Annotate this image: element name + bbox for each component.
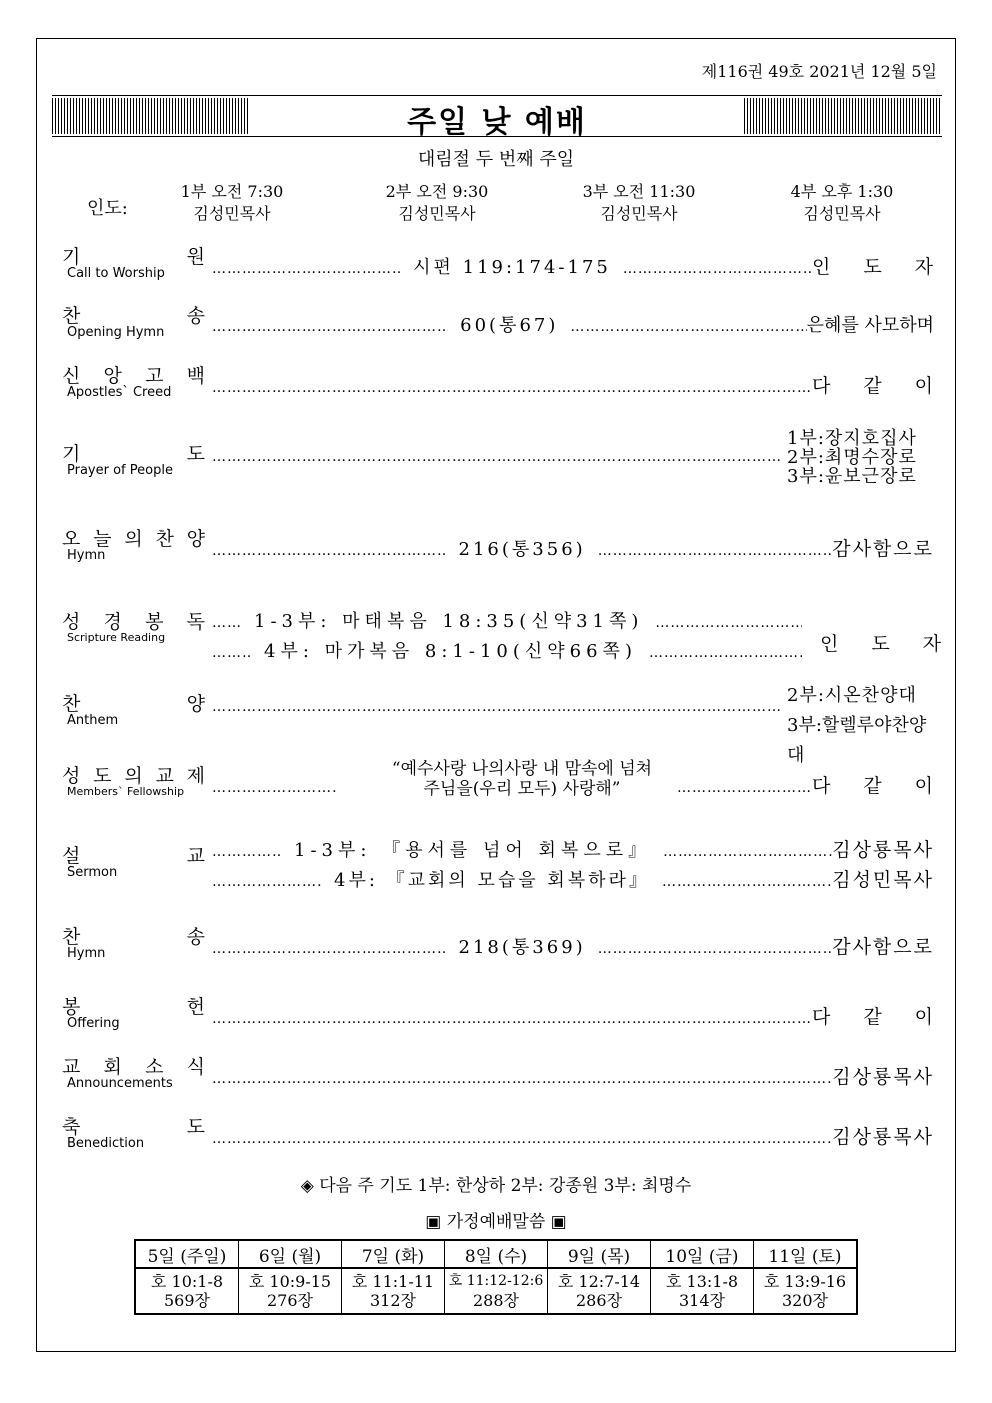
order-line [212,311,934,337]
order-line [212,1002,934,1029]
service-3 [559,181,719,225]
table-header: 8일 (수) [445,1240,548,1268]
order-responsible: 은혜를 사모하며 [806,315,934,336]
order-line [212,534,934,561]
service-time: 1부 오전 7:30 [180,182,284,201]
order-title: 찬 송 [62,305,205,327]
service-leader: 김성민목사 [193,204,271,223]
order-line-2: …………………………………………………………………………………………………………………………………………… 4부: 마가복음 8:1-10(신약66쪽) …………………………………………………………………………………………………………………………………………… [212,637,802,663]
table-cell: 호 12:7-14 286장 [548,1268,651,1314]
title-bar [52,95,942,140]
service-leader: 김성민목사 [600,204,678,223]
service-2 [357,181,517,225]
order-title-en: Opening Hymn [67,325,165,340]
order-title-en: Call to Worship [67,266,165,281]
order-responsible: 김상룡목사 [832,1066,934,1088]
table-header: 10일 (금) [651,1240,754,1268]
order-title-en: Offering [67,1016,120,1031]
order-title: 교 회 소 식 [62,1056,205,1078]
order-line-2: …………………………………………………………………………………………………………………………………………… 4부: 『교회의 모습을 회복하라』 …………………………………………………………………………………………………………………………………………… 김성민목사 [212,865,934,892]
order-title-en: Prayer of People [67,463,173,478]
order-responsible: 다 같 이 [812,375,934,397]
next-week-prayer: ◈ 다음 주 기도 1부: 한상하 2부: 강종원 3부: 최명수 [300,1176,692,1196]
order-title: 설 교 [62,845,205,867]
family-worship-table [134,1239,858,1315]
table-cell: 호 13:1-8 314장 [651,1268,754,1314]
table-cell: 호 10:1-8 569장 [135,1268,239,1314]
order-content: 218(통369) [458,937,586,958]
order-content: 60(통67) [460,315,559,336]
order-title-en: Scripture Reading [67,631,166,644]
order-title: 신 앙 고 백 [62,365,205,387]
order-title: 기 도 [62,443,205,465]
issue-info: 제116권 49호 2021년 12월 5일 [701,62,937,81]
table-cell: 호 10:9-15 276장 [239,1268,342,1314]
order-responsible: 다 같 이 [812,775,934,797]
service-leader: 김성민목사 [803,204,881,223]
order-responsible: 감사함으로 [832,936,934,958]
order-line [212,449,782,465]
bulletin-page [36,38,956,1352]
order-title-en: Anthem [67,713,119,728]
order-responsible-list: 2부:시온찬양대 3부:할렐루야찬양대 [787,685,927,766]
order-title: 성 경 봉 독 [62,611,205,633]
order-content: 216(통356) [458,539,586,560]
order-title: 봉 헌 [62,996,205,1018]
service-time: 4부 오후 1:30 [790,182,894,201]
table-cell: 호 11:1-11 312장 [342,1268,445,1314]
order-line [212,371,934,398]
page-title: 주일 낮 예배 [407,105,587,140]
order-line [212,252,934,279]
order-responsible: 인 도 자 [812,256,934,278]
table-header-row [135,1240,857,1268]
table-cell: 호 11:12-12:6 288장 [445,1268,548,1314]
order-responsible-list: 1부:장지호집사 2부:최명수장로 3부:윤보근장로 [787,428,917,487]
order-responsible: 다 같 이 [812,1006,934,1028]
order-title-en: Apostles` Creed [67,385,172,400]
table-header: 11일 (토) [754,1240,858,1268]
order-title: 기 원 [62,246,205,268]
order-line [212,1062,934,1089]
service-leader: 김성민목사 [398,204,476,223]
order-title-en: Hymn [67,548,106,563]
order-title: 축 도 [62,1116,205,1138]
service-time: 3부 오전 11:30 [582,182,696,201]
order-title-en: Members` Fellowship [67,785,185,798]
order-title-en: Hymn [67,946,106,961]
table-header: 9일 (목) [548,1240,651,1268]
table-cell: 호 13:9-16 320장 [754,1268,858,1314]
leader-label: 인도: [87,198,128,219]
order-content: 시편 119:174-175 [413,257,611,278]
table-header: 5일 (주일) [135,1240,239,1268]
order-title-en: Sermon [67,865,118,880]
order-responsible: 인 도 자 [820,633,942,655]
order-line [212,932,934,959]
order-responsible: 감사함으로 [832,538,934,560]
order-title-en: Benediction [67,1136,145,1151]
table-header: 6일 (월) [239,1240,342,1268]
order-title: 찬 송 [62,926,205,948]
order-title: 오 늘 의 찬 양 [62,528,205,550]
service-1 [152,181,312,225]
fellowship-song: “예수사랑 나의사랑 내 맘속에 넘쳐 주님을(우리 모두) 사랑해” [391,759,653,799]
page-subtitle: 대림절 두 번째 주일 [417,149,575,170]
order-line [212,699,782,715]
service-4 [762,181,922,225]
family-worship-title: ▣ 가정예배말씀 ▣ [425,1212,567,1232]
table-header: 7일 (화) [342,1240,445,1268]
service-time: 2부 오전 9:30 [385,182,489,201]
table-row [135,1268,857,1314]
order-title: 찬 양 [62,693,205,715]
order-line-1: …………………………………………………………………………………………………………………………………………… 1-3부: 마태복음 18:35(신약31쪽) …………………………………………………………………………………………………………………………………………… [212,607,802,633]
order-title-en: Announcements [67,1076,173,1091]
order-line [212,1122,934,1149]
order-responsible: 김상룡목사 [832,1126,934,1148]
order-line-1: …………………………………………………………………………………………………………………………………………… 1-3부: 『용서를 넘어 회복으로』 …………………………………………………………………………………………………………………………………………… 김상룡목사 [212,835,934,862]
order-title: 성 도 의 교 제 [62,765,205,787]
